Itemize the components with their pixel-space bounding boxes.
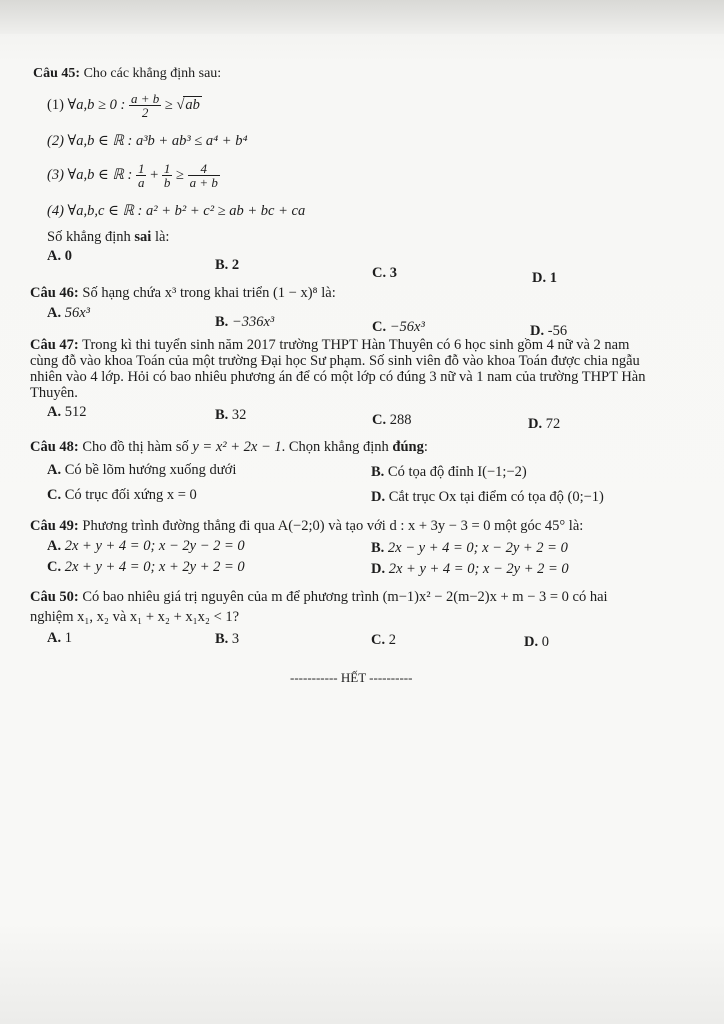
statement-4: (4) ∀a,b,c ∈ ℝ : a² + b² + c² ≥ ab + bc + ca [47, 203, 306, 219]
statement-1 [47, 92, 202, 119]
option-b[interactable]: B. 3 [215, 631, 240, 647]
question-prompt: . Chọn khẳng định [281, 439, 393, 455]
function-expression: y = x² + 2x − 1 [192, 439, 282, 455]
option-b[interactable]: B. 32 [215, 407, 247, 423]
ask-emphasis: sai [134, 229, 152, 245]
ask-text: là: [151, 229, 170, 245]
option-d[interactable]: D. 0 [524, 634, 549, 650]
statement-3: (3) ∀a,b ∈ ℝ : $\frac{1}{a}$ + $\frac{1}{b}$ ≥ $\frac{4}{a + b}$ [47, 161, 218, 190]
option-d[interactable]: D. 2x + y + 4 = 0; x − 2y + 2 = 0 [371, 561, 569, 577]
option-c[interactable]: C. 2x + y + 4 = 0; x + 2y + 2 = 0 [47, 559, 245, 575]
end-marker: ----------- HẾT ---------- [290, 670, 413, 685]
option-a[interactable]: A. 1 [47, 630, 72, 646]
statement-math: ≥ √ [164, 96, 185, 113]
option-a[interactable]: A. Có bề lõm hướng xuống dưới [47, 462, 237, 478]
prompt-end: : [423, 439, 428, 455]
question-47-line-4: Thuyên. [30, 385, 78, 401]
question-49-heading [30, 518, 583, 534]
question-46-heading [30, 285, 336, 301]
fraction: $\frac{4}{a + b}$ [189, 161, 218, 190]
question-prompt: Số hạng chứa x³ trong khai triển (1 − x)⁸ là: [82, 285, 336, 301]
fraction: $\frac{1}{a}$ [137, 161, 145, 190]
option-b[interactable]: B. 2x − y + 4 = 0; x − 2y + 2 = 0 [371, 540, 568, 556]
question-47-line-1 [30, 337, 629, 353]
option-a[interactable]: A. 56x³ [47, 305, 91, 321]
radicand: ab [185, 96, 200, 113]
option-a[interactable]: A. 0 [47, 248, 72, 264]
question-label: Câu 48: [30, 439, 79, 455]
prompt-emphasis: đúng [392, 439, 424, 455]
option-c[interactable]: C. 3 [372, 265, 397, 281]
statement-math: (3) ∀a,b ∈ ℝ : [47, 166, 133, 183]
option-c[interactable]: C. 2 [371, 632, 396, 648]
option-d[interactable]: D. -56 [530, 323, 568, 339]
question-text: Trong kì thi tuyển sinh năm 2017 trường THPT Hàn Thuyên có 6 học sinh gồm 4 nữ và 2 nam [82, 337, 630, 353]
option-a[interactable]: A. 512 [47, 404, 87, 420]
statement-math: ∀a,b ≥ 0 : [67, 96, 126, 113]
option-a[interactable]: A. 2x + y + 4 = 0; x − 2y − 2 = 0 [47, 538, 245, 554]
option-c[interactable]: C. Có trục đối xứng x = 0 [47, 487, 197, 503]
option-d[interactable]: D. Cắt trục Ox tại điểm có tọa độ (0;−1) [371, 489, 604, 505]
question-48-heading [30, 439, 428, 455]
question-prompt: Cho các khẳng định sau: [83, 66, 222, 81]
question-prompt: Phương trình đường thẳng đi qua A(−2;0) và tạo với d : x + 3y − 3 = 0 một góc 45° là: [82, 518, 584, 534]
question-label: Câu 47: [30, 337, 79, 353]
option-d[interactable]: D. 72 [528, 416, 561, 432]
fraction: $\frac{1}{b}$ [163, 161, 171, 190]
option-c[interactable]: C. −56x³ [372, 319, 425, 335]
question-label: Câu 50: [30, 589, 79, 605]
fraction: $\frac{a + b}{2}$ [130, 91, 160, 120]
ask-text: Số khẳng định [47, 229, 135, 245]
option-b[interactable]: B. Có tọa độ đỉnh I(−1;−2) [371, 464, 527, 480]
question-text: Có bao nhiêu giá trị nguyên của m để phương trình (m−1)x² − 2(m−2)x + m − 3 = 0 có hai [82, 589, 608, 605]
question-50-line-2: nghiệm x₁, x₂ và x₁ + x₂ + x₁x₂ < 1? [30, 609, 240, 625]
question-label: Câu 49: [30, 518, 79, 534]
option-c[interactable]: C. 288 [372, 412, 412, 428]
option-b[interactable]: B. 2 [215, 257, 240, 273]
question-47-line-2: cùng đỗ vào khoa Toán của một trường Đại học Sư phạm. Số sinh viên đỗ vào khoa Toán được chia ngẫu [30, 353, 640, 369]
option-d[interactable]: D. 1 [532, 270, 557, 286]
statement-2: (2) ∀a,b ∈ ℝ : a³b + ab³ ≤ a⁴ + b⁴ [47, 133, 248, 149]
question-label: Câu 45: [33, 66, 81, 81]
question-45-ask [47, 229, 169, 245]
statement-number: (1) [47, 96, 64, 113]
question-label: Câu 46: [30, 285, 79, 301]
option-b[interactable]: B. −336x³ [215, 314, 275, 330]
question-45-heading [33, 66, 221, 82]
question-47-line-3: nhiên vào 4 lớp. Hỏi có bao nhiêu phương án để có một lớp có đúng 3 nữ và 1 nam của trường THPT Hàn [30, 369, 646, 385]
page-shadow-edge [0, 0, 724, 34]
question-50-line-1 [30, 589, 608, 605]
question-prompt: Cho đồ thị hàm số [82, 439, 193, 455]
